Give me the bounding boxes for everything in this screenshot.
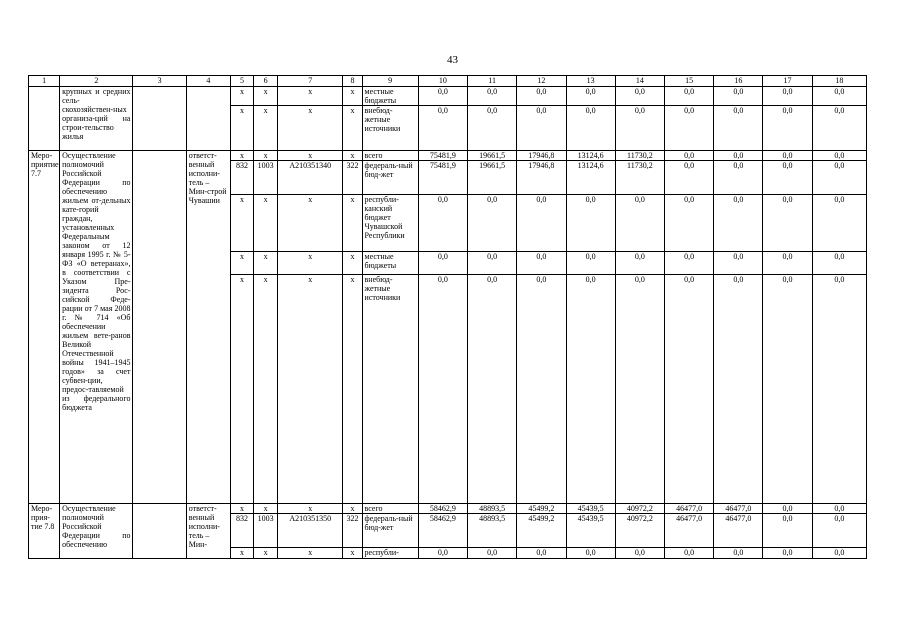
amount-cell: 0,0	[714, 161, 763, 195]
budget-code: x	[254, 106, 278, 151]
budget-code: x	[343, 87, 362, 106]
funding-source: внебюд-жетные источники	[362, 106, 418, 151]
column-number: 1	[29, 76, 60, 87]
amount-cell: 0,0	[714, 252, 763, 275]
measure-name: крупных и средних сель-скохозяйствен-ных организа-ций на строи-тельство жилья	[60, 87, 133, 151]
amount-cell: 0,0	[812, 504, 866, 514]
header-row	[29, 76, 867, 87]
amount-cell: 48893,5	[468, 514, 517, 548]
measure-id: Меро-прия-тие 7.8	[29, 504, 60, 559]
amount-cell: 11730,2	[615, 151, 664, 161]
amount-cell: 0,0	[763, 161, 812, 195]
budget-code: А210351350	[278, 514, 343, 548]
executor	[186, 87, 230, 151]
executor: ответст-венный исполни-тель – Мин-	[186, 504, 230, 559]
amount-cell: 40972,2	[615, 514, 664, 548]
amount-cell: 19661,5	[468, 161, 517, 195]
amount-cell: 0,0	[664, 252, 713, 275]
budget-code: x	[230, 504, 253, 514]
amount-cell: 0,0	[763, 151, 812, 161]
column-number: 10	[418, 76, 467, 87]
budget-code: А210351340	[278, 161, 343, 195]
column-number: 16	[714, 76, 763, 87]
budget-code: x	[254, 87, 278, 106]
amount-cell: 58462,9	[418, 514, 467, 548]
funding-source: местные бюджеты	[362, 87, 418, 106]
amount-cell: 11730,2	[615, 161, 664, 195]
amount-cell: 0,0	[812, 252, 866, 275]
budget-code: 1003	[254, 514, 278, 548]
amount-cell: 0,0	[763, 275, 812, 504]
amount-cell: 0,0	[517, 548, 566, 559]
budget-code: 1003	[254, 161, 278, 195]
budget-code: x	[230, 252, 253, 275]
funding-source: республи-канский бюджет Чувашской Республики	[362, 195, 418, 252]
funding-source: всего	[362, 504, 418, 514]
amount-cell: 0,0	[418, 106, 467, 151]
budget-code: x	[254, 275, 278, 504]
amount-cell: 0,0	[763, 514, 812, 548]
amount-cell: 46477,0	[714, 514, 763, 548]
amount-cell: 75481,9	[418, 151, 467, 161]
funding-source: республи-	[362, 548, 418, 559]
budget-code: x	[343, 106, 362, 151]
amount-cell: 0,0	[517, 195, 566, 252]
amount-cell: 13124,6	[566, 161, 615, 195]
budget-code: 322	[343, 514, 362, 548]
amount-cell: 0,0	[468, 106, 517, 151]
amount-cell: 0,0	[418, 195, 467, 252]
amount-cell: 17946,8	[517, 161, 566, 195]
budget-code: x	[230, 548, 253, 559]
column-number: 12	[517, 76, 566, 87]
budget-code: x	[343, 195, 362, 252]
budget-code: x	[343, 275, 362, 504]
amount-cell: 45439,5	[566, 504, 615, 514]
amount-cell: 0,0	[615, 106, 664, 151]
budget-code: x	[278, 87, 343, 106]
amount-cell: 0,0	[615, 87, 664, 106]
amount-cell: 0,0	[468, 252, 517, 275]
amount-cell: 0,0	[664, 548, 713, 559]
measure-id	[29, 87, 60, 151]
column-number: 9	[362, 76, 418, 87]
column-number: 4	[186, 76, 230, 87]
amount-cell: 0,0	[517, 87, 566, 106]
budget-code: x	[343, 252, 362, 275]
amount-cell: 0,0	[418, 548, 467, 559]
amount-cell: 0,0	[468, 275, 517, 504]
budget-code: x	[254, 504, 278, 514]
column-number: 3	[133, 76, 186, 87]
amount-cell: 0,0	[615, 252, 664, 275]
funding-source: федераль-ный бюд-жет	[362, 161, 418, 195]
amount-cell: 0,0	[714, 151, 763, 161]
column-number: 5	[230, 76, 253, 87]
column-number: 14	[615, 76, 664, 87]
amount-cell: 0,0	[763, 87, 812, 106]
column-number: 18	[812, 76, 866, 87]
amount-cell: 45439,5	[566, 514, 615, 548]
amount-cell: 0,0	[714, 275, 763, 504]
budget-code: x	[343, 151, 362, 161]
amount-cell: 0,0	[664, 151, 713, 161]
amount-cell: 0,0	[664, 275, 713, 504]
column-number: 6	[254, 76, 278, 87]
budget-code: x	[278, 151, 343, 161]
amount-cell: 0,0	[812, 106, 866, 151]
amount-cell: 40972,2	[615, 504, 664, 514]
budget-code: x	[230, 151, 253, 161]
funding-source: местные бюджеты	[362, 252, 418, 275]
amount-cell: 19661,5	[468, 151, 517, 161]
amount-cell: 0,0	[566, 275, 615, 504]
budget-code: x	[278, 275, 343, 504]
amount-cell: 0,0	[664, 195, 713, 252]
amount-cell: 0,0	[763, 504, 812, 514]
amount-cell: 0,0	[714, 195, 763, 252]
amount-cell: 0,0	[812, 195, 866, 252]
measure-id: Меро-приятие 7.7	[29, 151, 60, 504]
column-number: 2	[60, 76, 133, 87]
budget-code: x	[278, 252, 343, 275]
amount-cell: 0,0	[468, 87, 517, 106]
budget-code: x	[278, 195, 343, 252]
amount-cell: 0,0	[418, 275, 467, 504]
budget-code: x	[343, 548, 362, 559]
funding-source: всего	[362, 151, 418, 161]
amount-cell: 0,0	[468, 548, 517, 559]
amount-cell: 0,0	[812, 514, 866, 548]
budget-code: x	[343, 504, 362, 514]
table-row	[29, 87, 867, 106]
amount-cell: 46477,0	[714, 504, 763, 514]
amount-cell: 0,0	[566, 87, 615, 106]
budget-code: x	[254, 548, 278, 559]
amount-cell: 45499,2	[517, 514, 566, 548]
amount-cell: 0,0	[566, 548, 615, 559]
budget-code: x	[254, 195, 278, 252]
amount-cell: 0,0	[566, 252, 615, 275]
budget-code: x	[278, 106, 343, 151]
budget-code: x	[278, 548, 343, 559]
funding-source: внебюд-жетные источники	[362, 275, 418, 504]
budget-code: x	[254, 151, 278, 161]
col3-empty	[133, 504, 186, 559]
column-number: 11	[468, 76, 517, 87]
amount-cell: 0,0	[615, 195, 664, 252]
col3-empty	[133, 87, 186, 151]
amount-cell: 0,0	[664, 106, 713, 151]
amount-cell: 58462,9	[418, 504, 467, 514]
amount-cell: 17946,8	[517, 151, 566, 161]
budget-code: x	[230, 106, 253, 151]
measure-name: Осуществление полномочий Российской Федерации по обеспечению	[60, 504, 133, 559]
executor: ответст-венный исполни-тель – Мин-строй Чувашии	[186, 151, 230, 504]
amount-cell: 0,0	[763, 548, 812, 559]
amount-cell: 0,0	[664, 161, 713, 195]
funding-table	[28, 75, 867, 559]
amount-cell: 46477,0	[664, 504, 713, 514]
amount-cell: 13124,6	[566, 151, 615, 161]
amount-cell: 0,0	[566, 106, 615, 151]
measure-name: Осуществление полномочий Российской Федерации по обеспечению жильем от-дельных кате-горий граждан, установленных Федеральным законом от 12 января 1995 г. № 5-ФЗ «О ветеранах», в соответствии с Указом Пре-зидента Рос-сийской Феде-рации от 7 мая 2008 г. № 714 «Об обеспечении жильем вете-ранов Великой Отечественной войны 1941–1945 годов» за счет субвен-ции, предос-тавляемой из федерального бюджета	[60, 151, 133, 504]
budget-code: x	[254, 252, 278, 275]
amount-cell: 0,0	[812, 548, 866, 559]
amount-cell: 0,0	[418, 252, 467, 275]
amount-cell: 0,0	[517, 252, 566, 275]
col3-empty	[133, 151, 186, 504]
amount-cell: 0,0	[664, 87, 713, 106]
amount-cell: 48893,5	[468, 504, 517, 514]
amount-cell: 0,0	[566, 195, 615, 252]
amount-cell: 45499,2	[517, 504, 566, 514]
budget-code: 322	[343, 161, 362, 195]
column-number: 8	[343, 76, 362, 87]
funding-source: федераль-ный бюд-жет	[362, 514, 418, 548]
budget-code: 832	[230, 514, 253, 548]
budget-code: x	[230, 87, 253, 106]
amount-cell: 75481,9	[418, 161, 467, 195]
column-number: 15	[664, 76, 713, 87]
amount-cell: 0,0	[812, 151, 866, 161]
amount-cell: 0,0	[763, 195, 812, 252]
amount-cell: 0,0	[812, 275, 866, 504]
amount-cell: 0,0	[517, 106, 566, 151]
budget-code: x	[230, 195, 253, 252]
amount-cell: 0,0	[714, 87, 763, 106]
table-row	[29, 151, 867, 161]
amount-cell: 46477,0	[664, 514, 713, 548]
amount-cell: 0,0	[517, 275, 566, 504]
table-row	[29, 504, 867, 514]
column-number: 13	[566, 76, 615, 87]
amount-cell: 0,0	[763, 106, 812, 151]
column-number: 17	[763, 76, 812, 87]
amount-cell: 0,0	[812, 161, 866, 195]
amount-cell: 0,0	[468, 195, 517, 252]
amount-cell: 0,0	[714, 548, 763, 559]
amount-cell: 0,0	[615, 275, 664, 504]
amount-cell: 0,0	[812, 87, 866, 106]
column-number: 7	[278, 76, 343, 87]
amount-cell: 0,0	[714, 106, 763, 151]
amount-cell: 0,0	[763, 252, 812, 275]
amount-cell: 0,0	[615, 548, 664, 559]
budget-code: x	[278, 504, 343, 514]
budget-code: x	[230, 275, 253, 504]
amount-cell: 0,0	[418, 87, 467, 106]
page-number: 43	[447, 54, 458, 66]
budget-code: 832	[230, 161, 253, 195]
